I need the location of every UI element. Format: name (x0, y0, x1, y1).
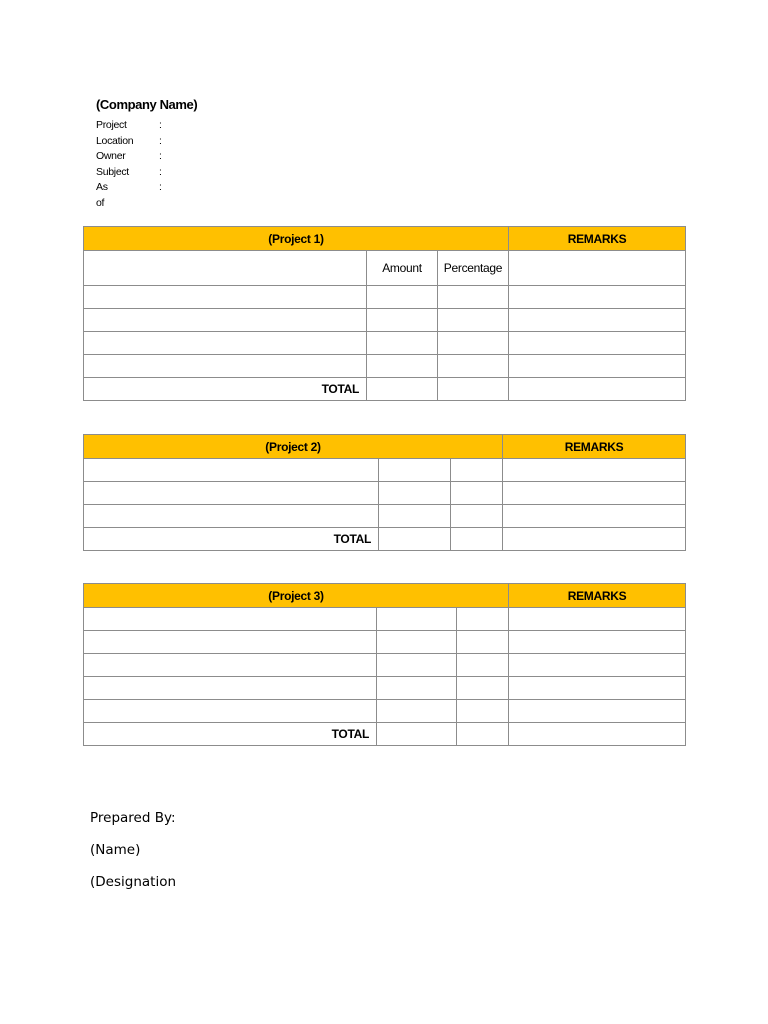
percentage-cell[interactable] (457, 654, 509, 677)
table-row (84, 700, 686, 723)
percentage-total-cell[interactable] (451, 528, 503, 551)
remarks-cell[interactable] (509, 654, 686, 677)
table-header-row (84, 227, 686, 251)
amount-cell[interactable] (377, 608, 457, 631)
description-cell[interactable] (84, 459, 379, 482)
amount-cell[interactable] (367, 355, 438, 378)
amount-cell[interactable] (377, 700, 457, 723)
remarks-cell[interactable] (509, 309, 686, 332)
percentage-cell[interactable] (451, 482, 503, 505)
table-row (84, 482, 686, 505)
description-cell[interactable] (84, 482, 379, 505)
preparer-designation: (Designation (90, 874, 177, 890)
table-row (84, 286, 686, 309)
project-2-table (83, 434, 686, 551)
info-label: Subject (96, 165, 129, 178)
amount-cell[interactable] (367, 309, 438, 332)
project-1-table (83, 226, 686, 401)
info-separator: : (159, 165, 162, 178)
info-label: Location (96, 134, 134, 147)
table-row (84, 332, 686, 355)
table-row (84, 309, 686, 332)
percentage-total-cell[interactable] (457, 723, 509, 746)
percentage-cell[interactable] (438, 286, 509, 309)
project-3-table (83, 583, 686, 746)
percentage-cell[interactable] (451, 505, 503, 528)
amount-cell[interactable] (377, 654, 457, 677)
percentage-cell[interactable] (457, 608, 509, 631)
table-row (84, 505, 686, 528)
info-separator: : (159, 181, 162, 193)
total-label: TOTAL (84, 723, 377, 746)
remarks-cell[interactable] (503, 482, 686, 505)
amount-cell[interactable] (377, 677, 457, 700)
amount-cell[interactable] (379, 505, 451, 528)
percentage-cell[interactable] (451, 459, 503, 482)
percentage-header (438, 251, 509, 286)
table-header-row (84, 435, 686, 459)
table-row (84, 459, 686, 482)
total-row (84, 378, 686, 401)
remarks-header: REMARKS (509, 584, 686, 608)
amount-cell[interactable] (367, 332, 438, 355)
total-row (84, 528, 686, 551)
description-cell[interactable] (84, 286, 367, 309)
table-row (84, 608, 686, 631)
remarks-cell[interactable] (509, 251, 686, 286)
info-label: As of (96, 181, 108, 209)
remarks-cell[interactable] (509, 355, 686, 378)
percentage-cell[interactable] (457, 631, 509, 654)
percentage-cell[interactable] (438, 309, 509, 332)
remarks-header: REMARKS (503, 435, 686, 459)
info-separator: : (159, 134, 162, 147)
description-cell[interactable] (84, 677, 377, 700)
percentage-cell[interactable] (457, 700, 509, 723)
amount-cell[interactable] (377, 631, 457, 654)
remarks-header: REMARKS (509, 227, 686, 251)
remarks-cell[interactable] (503, 459, 686, 482)
amount-total-cell[interactable] (379, 528, 451, 551)
percentage-label: Percentage (443, 261, 503, 275)
table-row (84, 677, 686, 700)
preparer-name: (Name) (90, 842, 141, 858)
project-title: (Project 1) (84, 227, 509, 251)
table-header-row (84, 584, 686, 608)
info-separator: : (159, 150, 162, 162)
remarks-cell[interactable] (509, 378, 686, 401)
total-label: TOTAL (84, 528, 379, 551)
company-name: (Company Name) (96, 97, 198, 112)
percentage-cell[interactable] (457, 677, 509, 700)
description-cell[interactable] (84, 355, 367, 378)
remarks-cell[interactable] (509, 286, 686, 309)
remarks-cell[interactable] (509, 677, 686, 700)
project-title: (Project 2) (84, 435, 503, 459)
description-cell[interactable] (84, 631, 377, 654)
percentage-total-cell[interactable] (438, 378, 509, 401)
description-cell[interactable] (84, 332, 367, 355)
total-label: TOTAL (84, 378, 367, 401)
percentage-cell[interactable] (438, 332, 509, 355)
amount-cell[interactable] (379, 459, 451, 482)
info-separator: : (159, 119, 162, 131)
table-row (84, 355, 686, 378)
amount-header: Amount (367, 251, 438, 286)
amount-cell[interactable] (367, 286, 438, 309)
remarks-cell[interactable] (509, 608, 686, 631)
column-header-row (84, 251, 686, 286)
remarks-cell[interactable] (509, 700, 686, 723)
description-cell[interactable] (84, 608, 377, 631)
description-cell[interactable] (84, 505, 379, 528)
description-cell[interactable] (84, 654, 377, 677)
description-cell[interactable] (84, 309, 367, 332)
remarks-cell[interactable] (503, 528, 686, 551)
table-row (84, 631, 686, 654)
prepared-by-label: Prepared By: (90, 810, 176, 826)
info-label: Owner (96, 150, 126, 162)
total-row (84, 723, 686, 746)
amount-total-cell[interactable] (367, 378, 438, 401)
remarks-cell[interactable] (509, 332, 686, 355)
percentage-cell[interactable] (438, 355, 509, 378)
remarks-cell[interactable] (503, 505, 686, 528)
amount-cell[interactable] (379, 482, 451, 505)
remarks-cell[interactable] (509, 631, 686, 654)
description-cell[interactable] (84, 700, 377, 723)
remarks-cell[interactable] (509, 723, 686, 746)
table-row (84, 654, 686, 677)
amount-total-cell[interactable] (377, 723, 457, 746)
project-title: (Project 3) (84, 584, 509, 608)
description-cell[interactable] (84, 251, 367, 286)
info-label: Project (96, 119, 127, 131)
